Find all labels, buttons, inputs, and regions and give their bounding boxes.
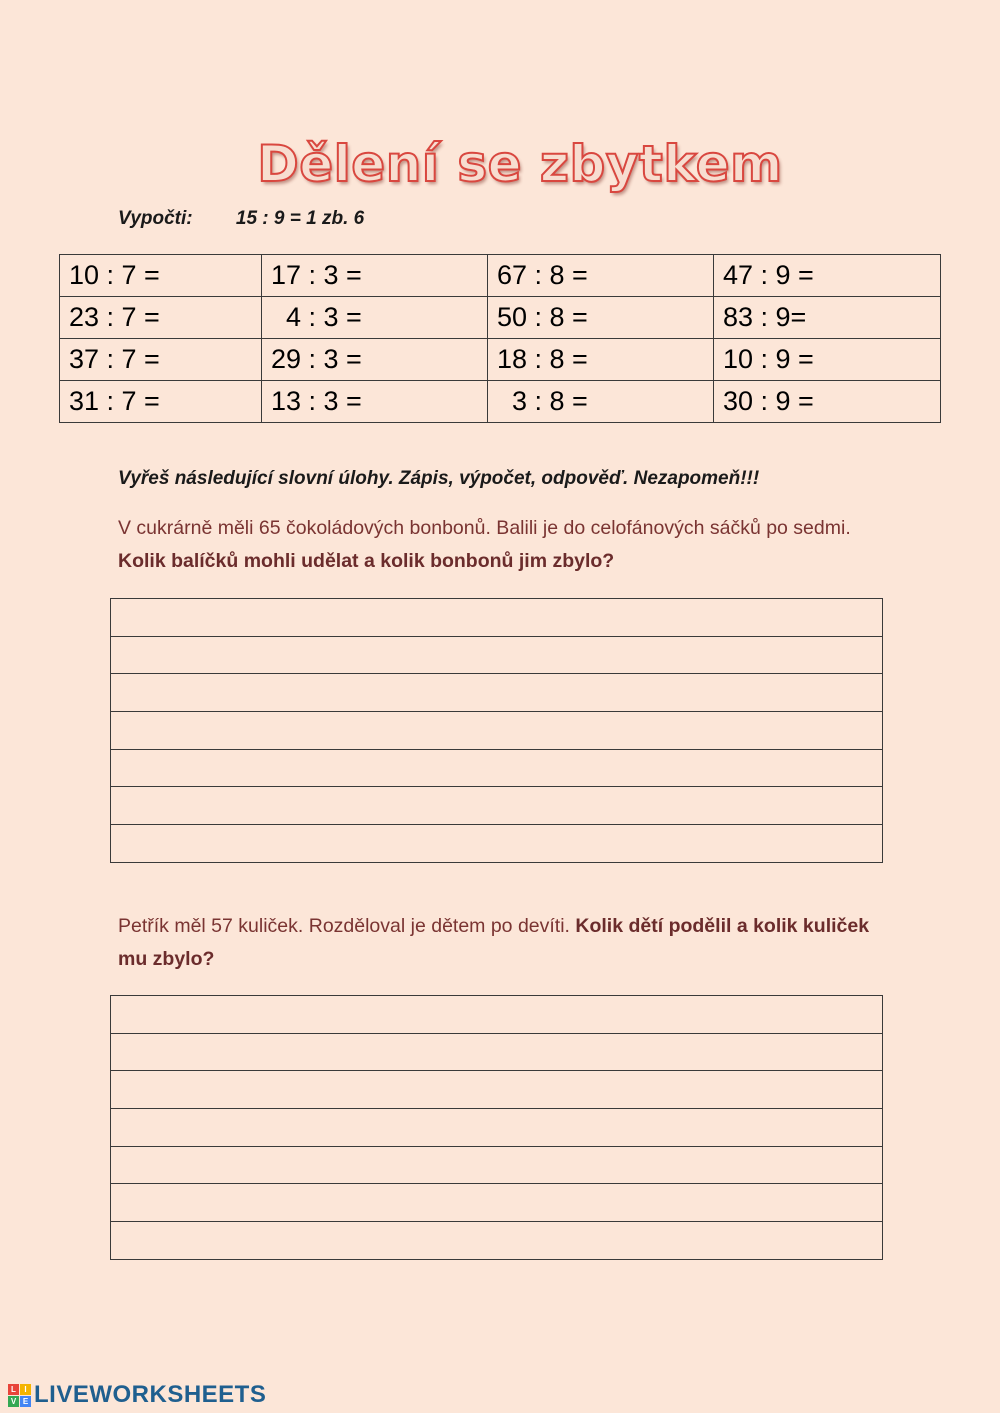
exercise-cell[interactable]: 67 : 8 =	[488, 255, 714, 297]
exercise-cell[interactable]: 4 : 3 =	[262, 297, 488, 339]
answer-line[interactable]	[111, 996, 882, 1034]
table-row	[60, 297, 941, 339]
answer-line[interactable]	[111, 787, 882, 825]
brand-name: LIVEWORKSHEETS	[34, 1381, 267, 1408]
instruction	[118, 206, 364, 232]
problem-text: V cukrárně měli 65 čokoládových bonbonů. Balili je do celofánových sáčků po sedmi.	[118, 517, 851, 539]
answer-line[interactable]	[111, 1222, 882, 1260]
instruction-label: Vypočti:	[118, 208, 193, 229]
exercise-cell[interactable]: 17 : 3 =	[262, 255, 488, 297]
answer-line[interactable]	[111, 1184, 882, 1222]
exercise-cell[interactable]: 37 : 7 =	[60, 339, 262, 381]
exercise-cell[interactable]: 23 : 7 =	[60, 297, 262, 339]
section-heading: Vyřeš následující slovní úlohy. Zápis, výpočet, odpověď. Nezapomeň!!!	[118, 468, 760, 489]
answer-line[interactable]	[111, 674, 882, 712]
word-problem-2	[118, 910, 898, 976]
answer-line[interactable]	[111, 1147, 882, 1185]
logo-letter: L	[8, 1384, 19, 1395]
answer-line[interactable]	[111, 825, 882, 863]
logo-letter: E	[20, 1396, 31, 1407]
answer-line[interactable]	[111, 1034, 882, 1072]
table-row	[60, 255, 941, 297]
problem-question: Kolik dětí podělil a kolik kuliček mu zbylo?	[118, 915, 870, 970]
exercise-cell[interactable]: 47 : 9 =	[714, 255, 941, 297]
exercise-cell[interactable]: 10 : 7 =	[60, 255, 262, 297]
answer-lines-1[interactable]	[110, 598, 883, 863]
exercise-cell[interactable]: 30 : 9 =	[714, 381, 941, 423]
exercise-cell[interactable]: 50 : 8 =	[488, 297, 714, 339]
exercise-cell[interactable]: 10 : 9 =	[714, 339, 941, 381]
exercise-cell[interactable]: 13 : 3 =	[262, 381, 488, 423]
exercise-cell[interactable]: 31 : 7 =	[60, 381, 262, 423]
exercise-table	[59, 254, 941, 423]
table-row	[60, 381, 941, 423]
page-title: Dělení se zbytkem	[257, 135, 783, 193]
answer-line[interactable]	[111, 750, 882, 788]
answer-line[interactable]	[111, 1109, 882, 1147]
exercise-cell[interactable]: 83 : 9=	[714, 297, 941, 339]
liveworksheets-logo-icon	[8, 1384, 31, 1407]
word-problem-1	[118, 512, 898, 578]
exercise-cell[interactable]: 29 : 3 =	[262, 339, 488, 381]
problem-text: Petřík měl 57 kuliček. Rozděloval je dětem po devíti.	[118, 915, 570, 937]
instruction-example: 15 : 9 = 1 zb. 6	[235, 208, 365, 229]
answer-line[interactable]	[111, 637, 882, 675]
footer	[8, 1380, 266, 1410]
answer-line[interactable]	[111, 599, 882, 637]
exercise-cell[interactable]: 3 : 8 =	[488, 381, 714, 423]
logo-letter: V	[8, 1396, 19, 1407]
answer-lines-2[interactable]	[110, 995, 883, 1260]
answer-line[interactable]	[111, 712, 882, 750]
logo-letter: I	[20, 1384, 31, 1395]
answer-line[interactable]	[111, 1071, 882, 1109]
problem-question: Kolik balíčků mohli udělat a kolik bonbonů jim zbylo?	[118, 550, 615, 572]
table-row	[60, 339, 941, 381]
exercise-cell[interactable]: 18 : 8 =	[488, 339, 714, 381]
